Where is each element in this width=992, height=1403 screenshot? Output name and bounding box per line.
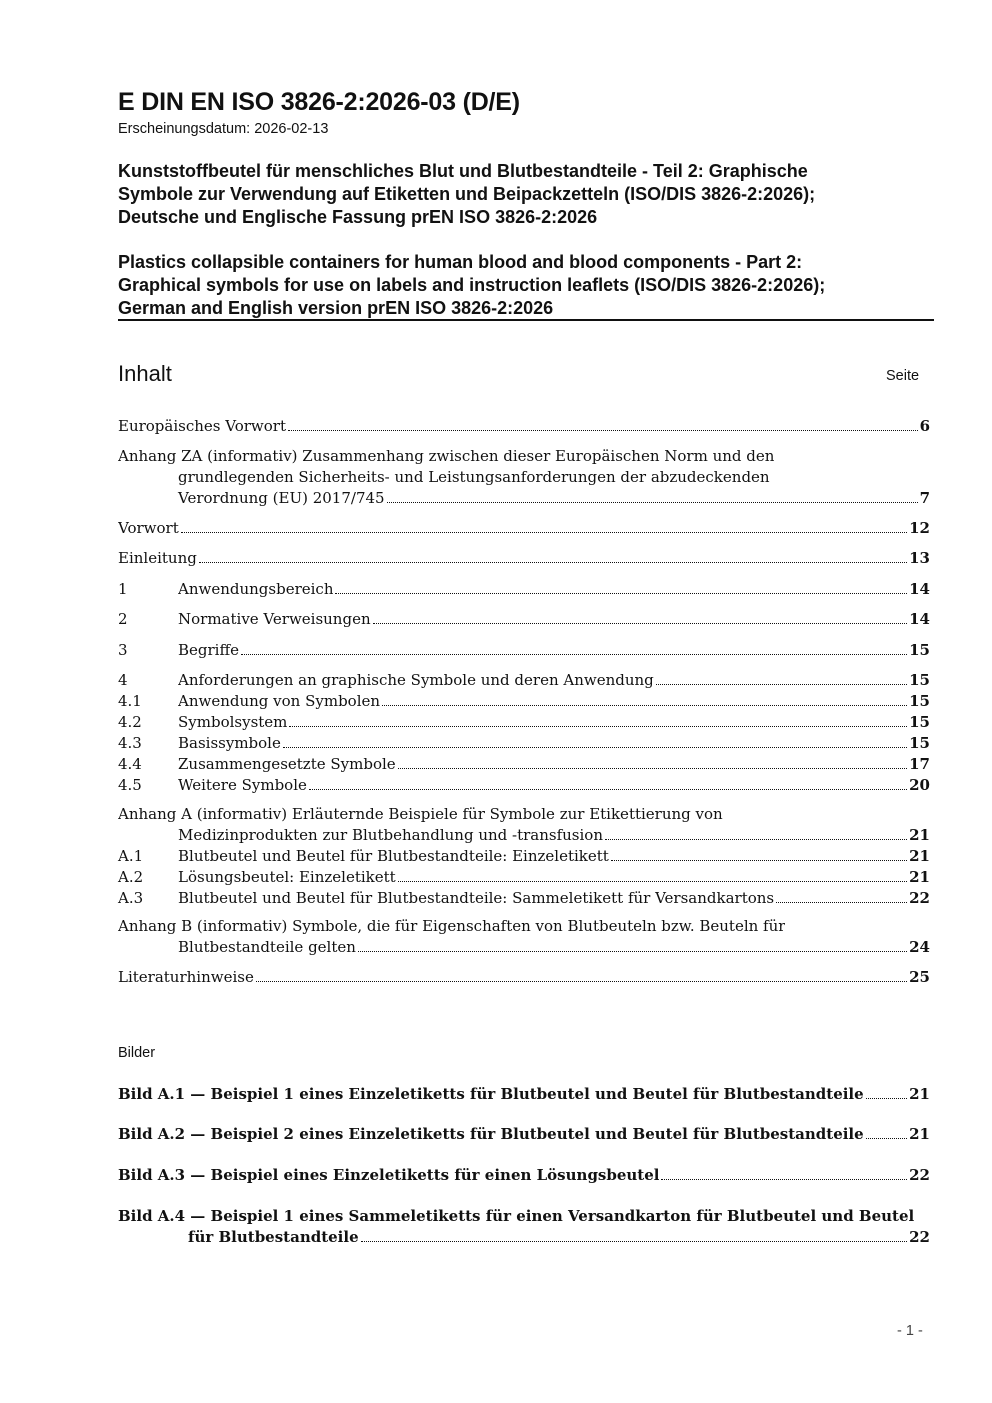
toc-leader-dots [358, 951, 907, 952]
page-number: - 1 - [897, 1323, 923, 1339]
publication-date: Erscheinungsdatum: 2026-02-13 [118, 121, 329, 137]
figure-leader-dots [866, 1138, 907, 1139]
figure-leader-dots [661, 1179, 907, 1180]
title-english [118, 251, 934, 320]
toc-entry[interactable] [118, 518, 930, 539]
figure-entry-page: 22 [909, 1228, 930, 1246]
toc-entry-number: 4.4 [118, 755, 142, 773]
toc-entry-number: 4 [118, 671, 128, 689]
toc-leader-dots [283, 747, 907, 748]
toc-leader-dots [289, 726, 907, 727]
toc-entry-title: Lösungsbeutel: Einzeletikett [178, 868, 396, 886]
title-english-line: German and English version prEN ISO 3826-2:2026 [118, 298, 554, 318]
toc-entry-title: Verordnung (EU) 2017/745 [178, 489, 385, 507]
toc-group [118, 640, 930, 661]
toc-entry-title: Anhang B (informativ) Symbole, die für Eigenschaften von Blutbeuteln bzw. Beuteln für [118, 917, 786, 935]
toc-entry-title: grundlegenden Sicherheits- und Leistungsanforderungen der abzudeckenden [178, 468, 770, 486]
toc-leader-dots [335, 593, 907, 594]
toc-entry-number: 2 [118, 610, 128, 628]
title-english-line: Graphical symbols for use on labels and instruction leaflets (ISO/DIS 3826-2:2026); [118, 275, 826, 295]
toc-entry-number: 4.1 [118, 692, 142, 710]
toc-group [118, 548, 930, 569]
toc-entry[interactable] [118, 804, 930, 825]
figure-entry-line [118, 1206, 930, 1227]
toc-entry-number: 4.5 [118, 776, 142, 794]
toc-entry-title: Blutbestandteile gelten [178, 938, 356, 956]
toc-entry-title: Normative Verweisungen [178, 610, 371, 628]
title-english-line: Plastics collapsible containers for human blood and blood components - Part 2: [118, 252, 803, 272]
toc-entry[interactable] [118, 416, 930, 437]
toc-entry[interactable] [118, 548, 930, 569]
toc-entry[interactable] [118, 691, 930, 712]
toc-leader-dots [309, 789, 907, 790]
title-german-line: Kunststoffbeutel für menschliches Blut und Blutbestandteile - Teil 2: Graphische [118, 161, 808, 181]
toc-group [118, 518, 930, 539]
toc-entry-page: 12 [909, 519, 930, 537]
toc-entry-title: Symbolsystem [178, 713, 288, 731]
toc-entry-title: Begriffe [178, 641, 240, 659]
toc-entry-title: Zusammengesetzte Symbole [178, 755, 396, 773]
toc-group [118, 967, 930, 988]
figure-leader-dots [361, 1241, 908, 1242]
toc-page-column-label: Seite [886, 368, 920, 384]
figure-entry-line [118, 1124, 930, 1145]
toc-entry-title: Europäisches Vorwort [118, 417, 286, 435]
toc-entry[interactable] [118, 446, 930, 467]
toc-entry-page: 15 [909, 671, 930, 689]
toc-leader-dots [656, 684, 907, 685]
toc-entry-page: 22 [909, 889, 930, 907]
toc-entry-number: A.2 [118, 868, 144, 886]
figure-entry-title: für Blutbestandteile [188, 1228, 359, 1246]
toc-group [118, 670, 930, 796]
figure-entry-title: Bild A.4 — Beispiel 1 eines Sammeletiketts für einen Versandkarton für Blutbeutel und Beutel [118, 1207, 915, 1225]
toc-leader-dots [181, 532, 907, 533]
toc-entry-number: 1 [118, 580, 128, 598]
toc-entry-title: Anwendung von Symbolen [178, 692, 381, 710]
toc-entry[interactable] [118, 754, 930, 775]
toc-entry-page: 21 [909, 847, 930, 865]
toc-entry-number: 4.3 [118, 734, 142, 752]
figure-entry-title: Bild A.2 — Beispiel 2 eines Einzeletiketts für Blutbeutel und Beutel für Blutbestandteile [118, 1125, 864, 1143]
figure-entry-page: 21 [909, 1125, 930, 1143]
toc-entry-page: 14 [909, 580, 930, 598]
toc-entry[interactable] [118, 733, 930, 754]
toc-entry[interactable] [118, 867, 930, 888]
toc-entry-number: 4.2 [118, 713, 142, 731]
toc-group [118, 416, 930, 437]
figure-entry[interactable] [118, 1165, 930, 1186]
toc-entry-title: Blutbeutel und Beutel für Blutbestandteile: Einzeletikett [178, 847, 609, 865]
toc-entry[interactable] [118, 712, 930, 733]
toc-entry-page: 13 [909, 549, 930, 567]
toc-entry-page: 7 [919, 489, 930, 507]
toc-entry-page: 15 [909, 641, 930, 659]
toc-entry-page: 21 [909, 868, 930, 886]
toc-leader-dots [776, 902, 907, 903]
toc-entry[interactable] [118, 846, 930, 867]
toc-entry[interactable] [118, 775, 930, 796]
toc-leader-dots [611, 860, 907, 861]
toc-entry-page: 17 [909, 755, 930, 773]
toc-entry-page: 21 [909, 826, 930, 844]
figure-entry-line [118, 1084, 930, 1105]
figure-entry[interactable] [118, 1084, 930, 1105]
toc-leader-dots [387, 502, 918, 503]
toc-entry[interactable] [118, 825, 930, 846]
figure-entry[interactable] [118, 1206, 930, 1248]
toc-leader-dots [398, 768, 907, 769]
toc-entry[interactable] [118, 670, 930, 691]
toc-entry-title: Vorwort [118, 519, 179, 537]
toc-entry-title: Medizinprodukten zur Blutbehandlung und -transfusion [178, 826, 603, 844]
toc-entry-title: Einleitung [118, 549, 197, 567]
toc-entry-title: Basissymbole [178, 734, 281, 752]
figure-entry-line [118, 1227, 930, 1248]
toc-entry-number: A.1 [118, 847, 144, 865]
toc-entry-title: Anforderungen an graphische Symbole und deren Anwendung [178, 671, 654, 689]
toc-entry[interactable] [118, 937, 930, 958]
toc-entry-number: 3 [118, 641, 128, 659]
title-divider [118, 319, 934, 321]
figure-leader-dots [866, 1098, 907, 1099]
figure-entry-page: 21 [909, 1085, 930, 1103]
document-id: E DIN EN ISO 3826-2:2026-03 (D/E) [118, 88, 520, 116]
toc-entry-page: 20 [909, 776, 930, 794]
toc-entry-page: 24 [909, 938, 930, 956]
toc-entry-page: 15 [909, 734, 930, 752]
toc-entry[interactable] [118, 467, 930, 488]
toc-entry-title: Weitere Symbole [178, 776, 307, 794]
toc-entry-page: 25 [909, 968, 930, 986]
toc-leader-dots [373, 623, 908, 624]
toc-entry-page: 6 [919, 417, 930, 435]
toc-entry[interactable] [118, 888, 930, 909]
toc-entry-title: Anhang A (informativ) Erläuternde Beispiele für Symbole zur Etikettierung von [118, 805, 723, 823]
toc-entry-title: Anhang ZA (informativ) Zusammenhang zwischen dieser Europäischen Norm und den [118, 447, 775, 465]
figure-entry-page: 22 [909, 1166, 930, 1184]
figure-entry-title: Bild A.1 — Beispiel 1 eines Einzeletiketts für Blutbeutel und Beutel für Blutbestandteile [118, 1085, 864, 1103]
toc-entry-number: A.3 [118, 889, 144, 907]
toc-leader-dots [605, 839, 907, 840]
figure-entry-title: Bild A.3 — Beispiel eines Einzeletiketts für einen Lösungsbeutel [118, 1166, 660, 1184]
toc-entry-title: Anwendungsbereich [178, 580, 334, 598]
toc-entry-title: Blutbeutel und Beutel für Blutbestandteile: Sammeletikett für Versandkartons [178, 889, 775, 907]
toc-group [118, 916, 930, 958]
toc-entry-title: Literaturhinweise [118, 968, 254, 986]
toc-entry[interactable] [118, 967, 930, 988]
toc-entry-page: 15 [909, 713, 930, 731]
figure-entry-line [118, 1165, 930, 1186]
figures-heading: Bilder [118, 1045, 156, 1061]
toc-leader-dots [288, 430, 918, 431]
figure-entry[interactable] [118, 1124, 930, 1145]
toc-entry-page: 14 [909, 610, 930, 628]
toc-entry[interactable] [118, 609, 930, 630]
toc-leader-dots [398, 881, 907, 882]
toc-heading: Inhalt [118, 361, 172, 386]
toc-entry[interactable] [118, 488, 930, 509]
toc-leader-dots [382, 705, 907, 706]
toc-leader-dots [199, 562, 907, 563]
toc-group [118, 804, 930, 909]
toc-leader-dots [256, 981, 907, 982]
toc-entry[interactable] [118, 640, 930, 661]
title-german-line: Deutsche und Englische Fassung prEN ISO 3826-2:2026 [118, 207, 598, 227]
title-german-line: Symbole zur Verwendung auf Etiketten und Beipackzetteln (ISO/DIS 3826-2:2026); [118, 184, 816, 204]
toc-entry-page: 15 [909, 692, 930, 710]
toc-leader-dots [241, 654, 907, 655]
toc-entry[interactable] [118, 916, 930, 937]
toc-group [118, 609, 930, 630]
toc-entry[interactable] [118, 579, 930, 600]
title-german [118, 160, 934, 229]
toc-group [118, 446, 930, 509]
toc-group [118, 579, 930, 600]
